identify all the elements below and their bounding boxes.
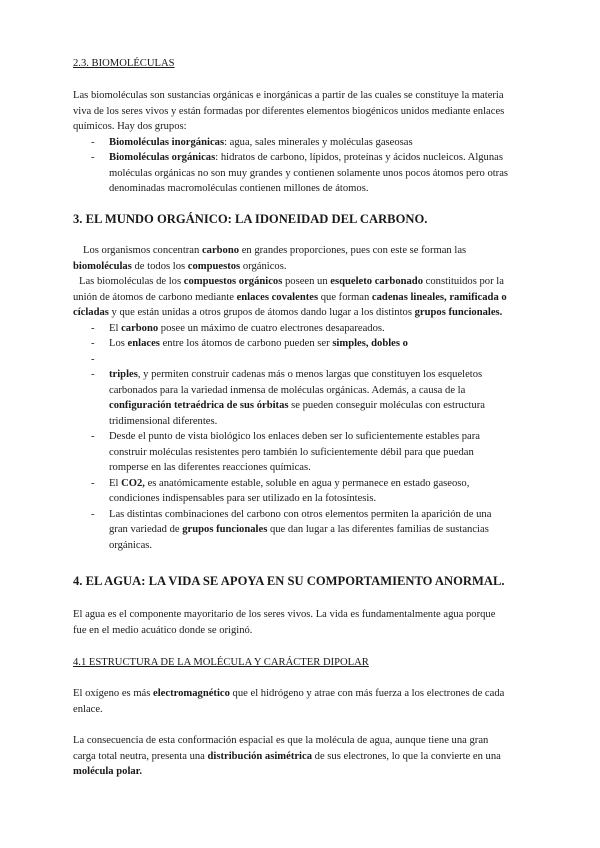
bullet-dash: - [91, 509, 95, 520]
bullet-dash: - [91, 338, 95, 349]
sec3-p1-line-2: biomoléculas de todos los compuestos orgánicos. [73, 261, 287, 272]
carbon-bullet-5-line-3: romperse en las diferentes reacciones químicas. [109, 462, 311, 473]
carbon-bullet-6-line-2: condiciones indispensables para ser utilizado en la fotosíntesis. [109, 493, 377, 504]
bullet-dash: - [91, 369, 95, 380]
biomolecules-organic-item: Biomoléculas orgánicas: hidratos de carbono, lípidos, proteínas y ácidos nucleicos. Algunas [109, 152, 503, 163]
carbon-bullet-4-line-2: carbonados para la variedad inmensa de moléculas orgánicas. Además, a causa de la [109, 385, 466, 396]
carbon-bullet-4-line-3: configuración tetraédrica de sus órbitas se pueden conseguir moléculas con estructura [109, 400, 485, 411]
organic-item-cont-2: denominadas macromoléculas contienen millones de átomos. [109, 183, 369, 194]
bullet-dash: - [91, 137, 95, 148]
bullet-dash: - [91, 431, 95, 442]
carbon-bullet-1: El carbono posee un máximo de cuatro electrones desapareados. [109, 323, 385, 334]
carbon-bullet-7-line-3: orgánicas. [109, 540, 153, 551]
sec3-p2-line-1: Las biomoléculas de los compuestos orgánicos poseen un esqueleto carbonado constituidos por la [79, 276, 504, 287]
sec41-p2-line-2: carga total neutra, presenta una distribución asimétrica de sus electrones, lo que la convierte en una [73, 751, 501, 762]
bullet-dash: - [91, 152, 95, 163]
carbon-bullet-2: Los enlaces entre los átomos de carbono pueden ser simples, dobles o [109, 338, 408, 349]
sec41-p2-line-1: La consecuencia de esta conformación espacial es que la molécula de agua, aunque tiene una gran [73, 735, 489, 746]
section-4-heading: 4. EL AGUA: LA VIDA SE APOYA EN SU COMPORTAMIENTO ANORMAL. [73, 574, 505, 588]
organic-item-cont-1: moléculas orgánicas no son muy grandes y contienen solamente unos pocos átomos pero otras [109, 168, 509, 179]
intro-line-1: Las biomoléculas son sustancias orgánicas e inorgánicas a partir de las cuales se constituye la materia [73, 90, 504, 101]
sec4-p1-line-1: El agua es el componente mayoritario de los seres vivos. La vida es fundamentalmente agua porque [73, 609, 496, 620]
carbon-bullet-7-line-1: Las distintas combinaciones del carbono con otros elementos permiten la aparición de una [109, 509, 492, 520]
section-4-1-heading: 4.1 ESTRUCTURA DE LA MOLÉCULA Y CARÁCTER DIPOLAR [73, 657, 369, 668]
carbon-bullet-7-line-2: gran variedad de grupos funcionales que dan lugar a las diferentes familias de sustancias [109, 524, 489, 535]
biomolecules-inorganic-item: Biomoléculas inorgánicas: agua, sales minerales y moléculas gaseosas [109, 137, 413, 148]
bullet-dash: - [91, 323, 95, 334]
section-2-3-heading: 2.3. BIOMOLÉCULAS [73, 58, 175, 69]
sec3-p2-line-3: cícladas y que están unidas a otros grupos de átomos dando lugar a los distintos grupos funcionales. [73, 307, 503, 318]
carbon-bullet-4-line-1: triples, y permiten construir cadenas más o menos largas que constituyen los esqueletos [109, 369, 483, 380]
bullet-dash: - [91, 354, 95, 365]
sec3-p2-line-2: unión de átomos de carbono mediante enlaces covalentes que forman cadenas lineales, ramificada o [73, 292, 507, 303]
bullet-dash: - [91, 478, 95, 489]
sec41-p2-line-3: molécula polar. [73, 766, 143, 777]
sec4-p1-line-2: fue en el medio acuático donde se originó. [73, 625, 253, 636]
intro-line-3: químicos. Hay dos grupos: [73, 121, 187, 132]
section-3-heading: 3. EL MUNDO ORGÁNICO: LA IDONEIDAD DEL CARBONO. [73, 212, 428, 226]
sec3-p1-line-1: Los organismos concentran carbono en grandes proporciones, pues con este se forman las [83, 245, 467, 256]
carbon-bullet-5-line-1: Desde el punto de vista biológico los enlaces deben ser lo suficientemente estables para [109, 431, 480, 442]
carbon-bullet-4-line-4: tridimensional diferentes. [109, 416, 218, 427]
intro-line-2: viva de los seres vivos y están formadas por diferentes elementos biogénicos unidos mediante enlaces [73, 106, 505, 117]
carbon-bullet-5-line-2: construir moléculas resistentes pero también lo suficientemente débil para que puedan [109, 447, 474, 458]
carbon-bullet-6-line-1: El CO2, es anatómicamente estable, soluble en agua y permanece en estado gaseoso, [109, 478, 470, 489]
sec41-p1-line-1: El oxígeno es más electromagnético que el hidrógeno y atrae con más fuerza a los electrones de cada [73, 688, 505, 699]
sec41-p1-line-2: enlace. [73, 704, 103, 715]
